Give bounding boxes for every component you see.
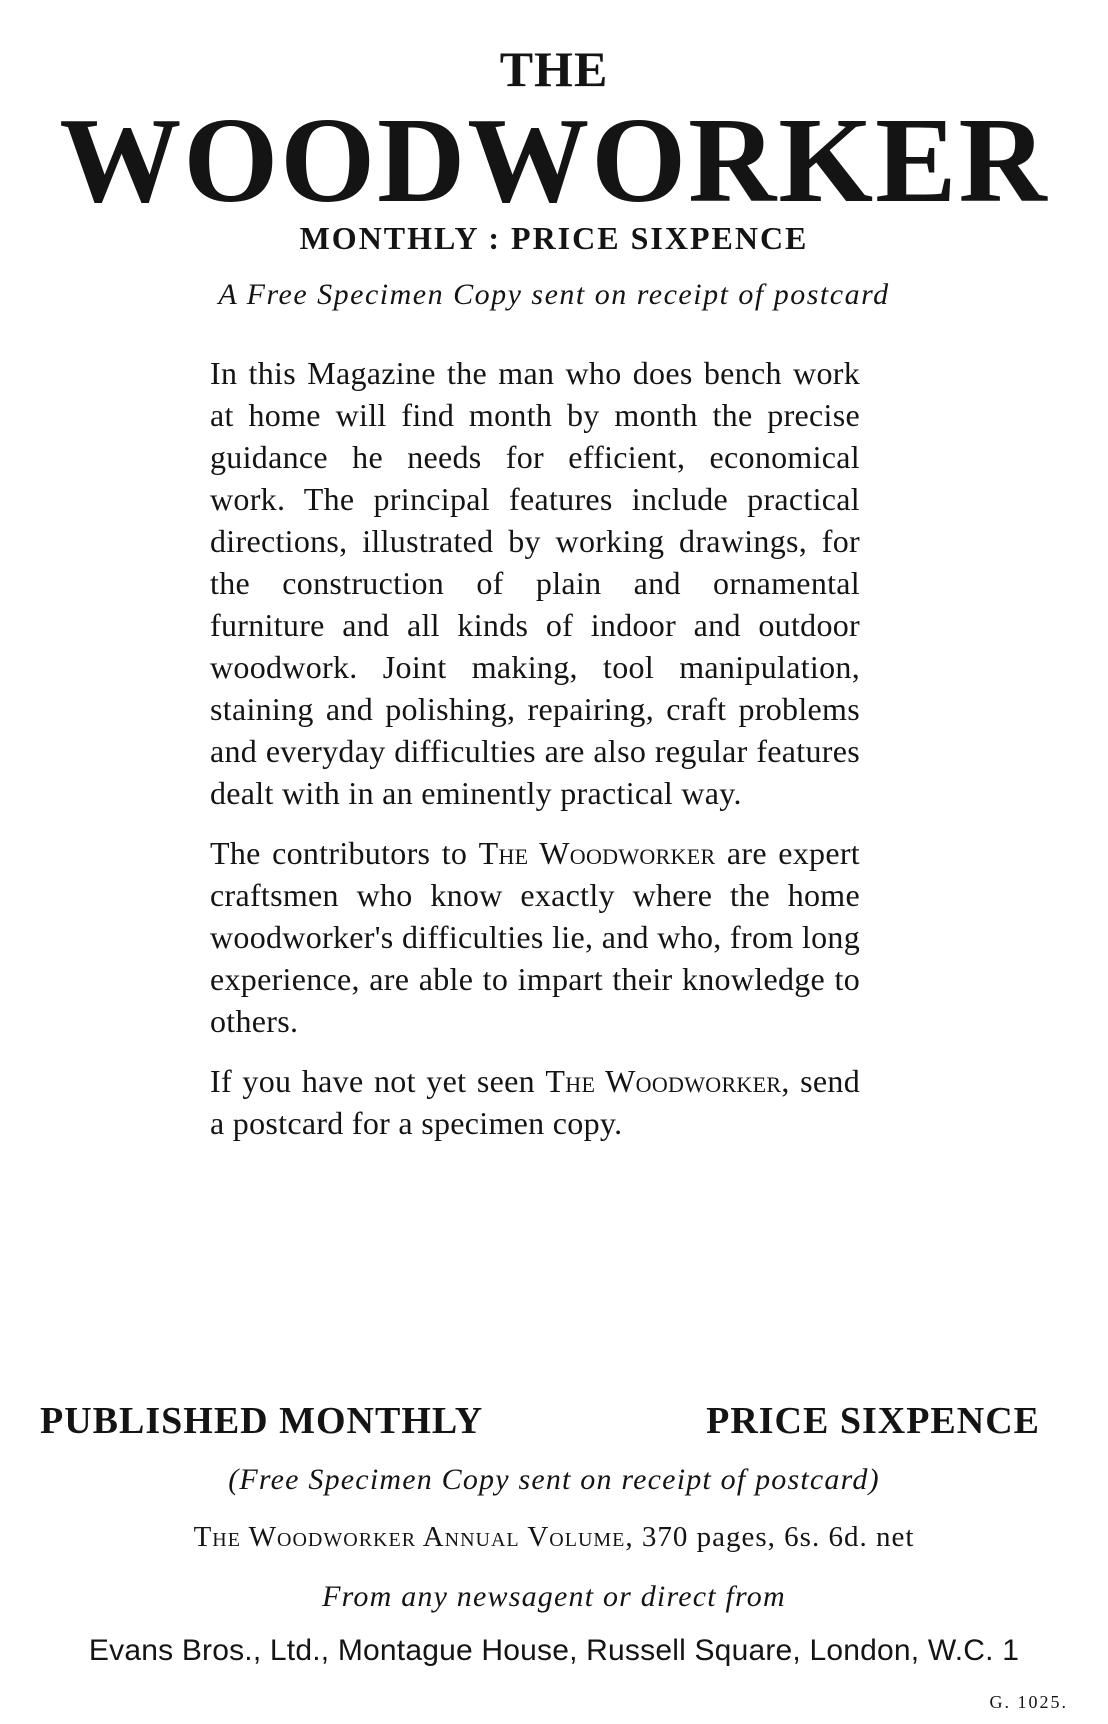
- annual-volume-title: The Woodworker Annual Volume,: [193, 1521, 634, 1553]
- paragraph-cta-post: , send a postcard for a specimen copy.: [210, 1063, 861, 1141]
- annual-volume: [0, 1523, 1108, 1552]
- paragraph-contributors-pre: The contributors to: [210, 835, 479, 871]
- paragraph-contributors: [210, 832, 860, 1042]
- paragraph-intro: In this Magazine the man who does bench work at home will find month by month the precise guidance he needs for efficient, economical work. The principal features include practical directions, illustrated by working drawings, for the construction of plain and ornamental furniture and all kinds of indoor and outdoor woodwork. Joint making, tool manipulation, staining and polishing, repairing, craft problems and everyday difficulties are also regular features dealt with in an eminently practical way.: [210, 355, 860, 811]
- paragraph-cta-pre: If you have not yet seen: [210, 1063, 546, 1099]
- price: PRICE SIXPENCE: [706, 1400, 1040, 1442]
- catalogue-code: G. 1025.: [989, 1692, 1068, 1712]
- annual-volume-detail: 370 pages, 6s. 6d. net: [633, 1521, 915, 1553]
- magazine-name: The Woodworker: [478, 835, 716, 871]
- masthead-title: WOODWORKER: [59, 93, 1049, 228]
- publisher-address: Evans Bros., Ltd., Montague House, Russell Square, London, W.C. 1: [88, 1634, 1020, 1667]
- magazine-name: The Woodworker: [545, 1063, 782, 1099]
- paragraph-call-to-action: [210, 1060, 860, 1144]
- specimen-note-top: A Free Specimen Copy sent on receipt of postcard: [218, 278, 890, 311]
- from-line: From any newsagent or direct from: [322, 1580, 786, 1613]
- masthead-the: THE: [499, 41, 609, 97]
- body-copy: [210, 352, 860, 1162]
- paragraph-contributors-post: are expert craftsmen who know exactly where the home woodworker's difficulties lie, and who, from long experience, are able to impart their knowledge to others.: [210, 835, 861, 1039]
- masthead-subtitle: MONTHLY : PRICE SIXPENCE: [299, 220, 809, 256]
- specimen-note-bottom: (Free Specimen Copy sent on receipt of postcard): [228, 1463, 880, 1496]
- published-monthly: PUBLISHED MONTHLY: [40, 1400, 484, 1442]
